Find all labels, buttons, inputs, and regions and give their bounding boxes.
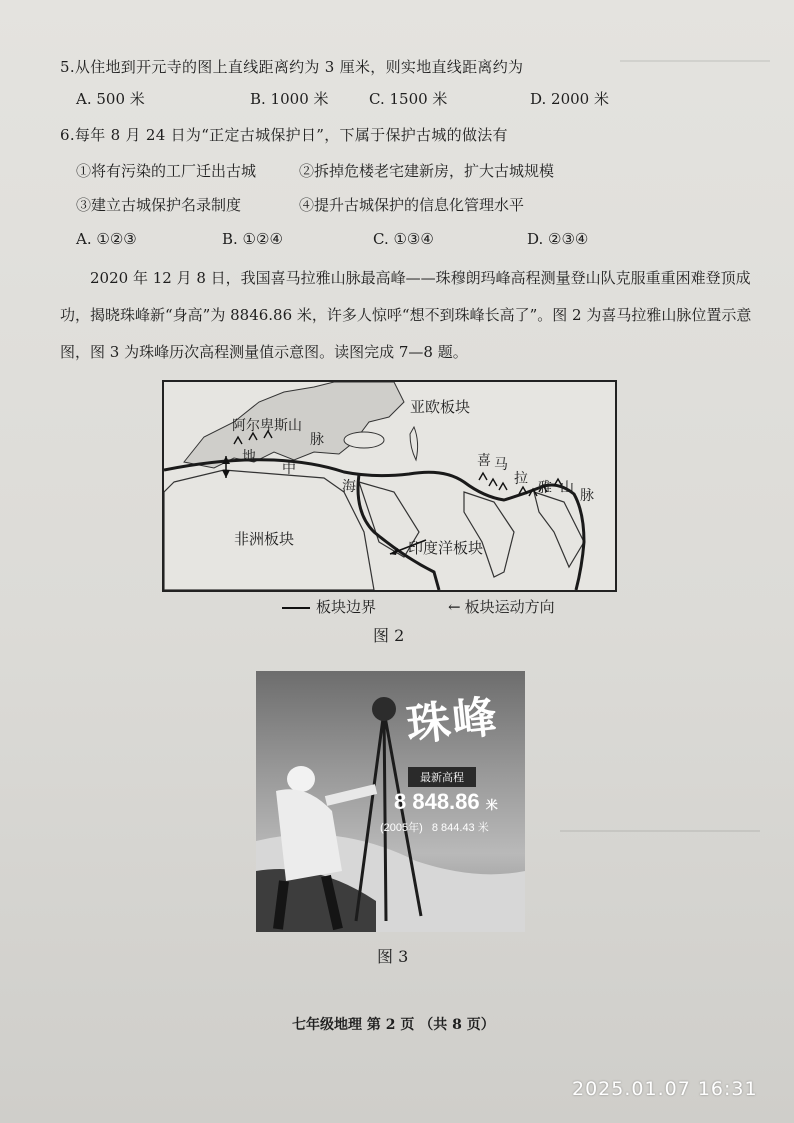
himalaya-location-map (162, 380, 617, 592)
photo-timestamp: 2025.01.07 16:31 (572, 1078, 758, 1100)
q6-stem: 6.每年 8 月 24 日为“正定古城保护日”，下属于保护古城的做法有 (60, 126, 508, 144)
q6-option-d: D. ②③④ (527, 230, 589, 248)
legend-boundary-label: 板块边界 (316, 598, 377, 616)
arrow-left-icon: ← (448, 598, 461, 616)
q6-statement-3: ③建立古城保护名录制度 (76, 196, 242, 214)
q6-option-c: C. ①③④ (373, 230, 434, 248)
photo-height-new (394, 789, 498, 815)
label-med-1: 地 (242, 449, 256, 465)
legend-direction-label: 板块运动方向 (464, 598, 555, 616)
label-african-plate: 非洲板块 (234, 530, 295, 548)
q5-option-b: B. 1000 米 (250, 90, 329, 108)
q5-option-d: D. 2000 米 (530, 90, 609, 108)
label-med-3: 海 (342, 479, 356, 495)
label-med-2: 中 (282, 461, 296, 477)
label-himalaya-4: 雅 (538, 480, 552, 496)
q6-statement-4: ④提升古城保护的信息化管理水平 (299, 196, 525, 214)
photo-height-old-year: (2005年) (380, 822, 423, 834)
label-alps-end: 脉 (310, 432, 324, 448)
q5-option-c: C. 1500 米 (369, 90, 448, 108)
photo-badge: 最新高程 (408, 767, 476, 787)
photo-height-old-value: 8 844.43 (431, 822, 475, 834)
boundary-line-icon (282, 607, 310, 609)
label-himalaya-3: 拉 (514, 471, 528, 487)
q6-option-b: B. ①②④ (222, 230, 283, 248)
q6-option-a: A. ①②③ (76, 230, 137, 248)
label-indian-plate: 印度洋板块 (408, 539, 484, 557)
reading-passage: 2020 年 12 月 8 日，我国喜马拉雅山脉最高峰——珠穆朗玛峰高程测量登山队克服重重困难登顶成功，揭晓珠峰新“身高”为 8846.86 米，许多人惊呼“想不到珠峰长高了”。图 2 为喜马拉雅山脉位置示意图，图 3 为珠峰历次高程测量值示意图。读图完成 7—8 题。 (60, 269, 752, 361)
photo-title: 珠峰 (404, 691, 501, 752)
photo-height-new-value: 8 848.86 (394, 789, 480, 814)
legend-boundary (282, 596, 376, 617)
label-alps: 阿尔卑斯山 (232, 418, 302, 434)
label-himalaya-6: 脉 (580, 488, 594, 504)
label-himalaya-2: 马 (494, 457, 508, 473)
q6-statement-1: ①将有污染的工厂迁出古城 (76, 162, 257, 180)
photo-height-new-unit: 米 (485, 798, 498, 812)
q5-stem: 5.从住地到开元寺的图上直线距离约为 3 厘米，则实地直线距离约为 (60, 58, 524, 76)
figure-2-caption: 图 2 (373, 626, 405, 645)
everest-survey-photo (256, 671, 525, 932)
photo-height-old-unit: 米 (477, 822, 489, 834)
q5-option-a: A. 500 米 (76, 90, 145, 108)
figure-3-caption: 图 3 (377, 947, 409, 966)
label-eurasian-plate: 亚欧板块 (410, 398, 471, 416)
label-himalaya-5: 山 (560, 480, 574, 496)
legend-direction (448, 596, 555, 617)
q6-statement-2: ②拆掉危楼老宅建新房，扩大古城规模 (299, 162, 555, 180)
page-footer: 七年级地理 第 2 页 （共 8 页） (292, 1017, 495, 1033)
photo-height-old (380, 819, 489, 835)
label-himalaya-1: 喜 (477, 453, 491, 469)
